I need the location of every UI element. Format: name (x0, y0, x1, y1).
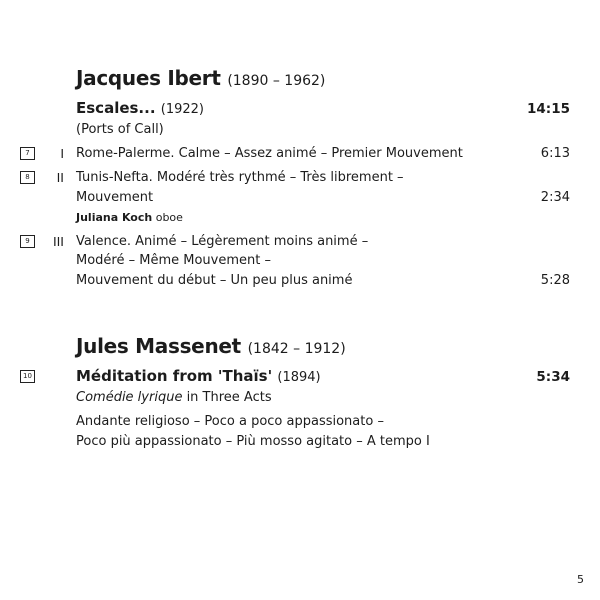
performer-instrument: oboe (155, 211, 183, 224)
movement-numeral: III (52, 234, 64, 249)
movement-title-line: Mouvement (76, 190, 154, 205)
performer-credit (76, 211, 183, 224)
work-title-text: Escales... (76, 99, 156, 117)
tempo-line: Andante religioso – Poco a poco appassionato – (76, 414, 384, 429)
work-genre: Comédie lyrique (76, 390, 183, 405)
work-title-escales (76, 99, 204, 117)
movement-title-line: Tunis-Nefta. Modéré très rythmé – Très librement – (76, 170, 404, 185)
work-year: (1894) (277, 370, 321, 385)
movement-title-line: Modéré – Même Mouvement – (76, 253, 271, 268)
track-number-box: 7 (20, 147, 35, 160)
movement-numeral: II (56, 170, 64, 185)
movement-duration: 2:34 (540, 190, 570, 205)
movement-duration: 5:28 (540, 273, 570, 288)
movement-title-line: Mouvement du début – Un peu plus animé (76, 273, 353, 288)
track-number-box: 8 (20, 171, 35, 184)
composer-name: Jacques Ibert (76, 66, 221, 90)
composer-name: Jules Massenet (76, 334, 241, 358)
work-duration: 5:34 (536, 369, 570, 385)
work-title-text: Méditation from 'Thaïs' (76, 367, 273, 385)
page-number: 5 (577, 573, 584, 586)
composer-heading-ibert (76, 66, 325, 90)
composer-years: (1842 – 1912) (247, 341, 346, 357)
work-genre-rest: in Three Acts (182, 390, 272, 405)
tempo-line: Poco più appassionato – Più mosso agitato – A tempo I (76, 434, 430, 449)
work-duration: 14:15 (527, 101, 570, 117)
work-subtitle: (Ports of Call) (76, 122, 164, 137)
track-number-box: 10 (20, 370, 35, 383)
track-number-box: 9 (20, 235, 35, 248)
movement-duration: 6:13 (540, 146, 570, 161)
composer-heading-massenet (76, 334, 346, 358)
movement-title-line: Valence. Animé – Légèrement moins animé – (76, 234, 369, 249)
work-title-meditation (76, 367, 321, 385)
movement-title: Rome-Palerme. Calme – Assez animé – Premier Mouvement (76, 146, 463, 161)
work-subtitle (76, 390, 272, 405)
composer-years: (1890 – 1962) (227, 73, 326, 89)
work-year: (1922) (160, 102, 204, 117)
movement-numeral: I (60, 146, 64, 161)
performer-name: Juliana Koch (76, 211, 153, 224)
